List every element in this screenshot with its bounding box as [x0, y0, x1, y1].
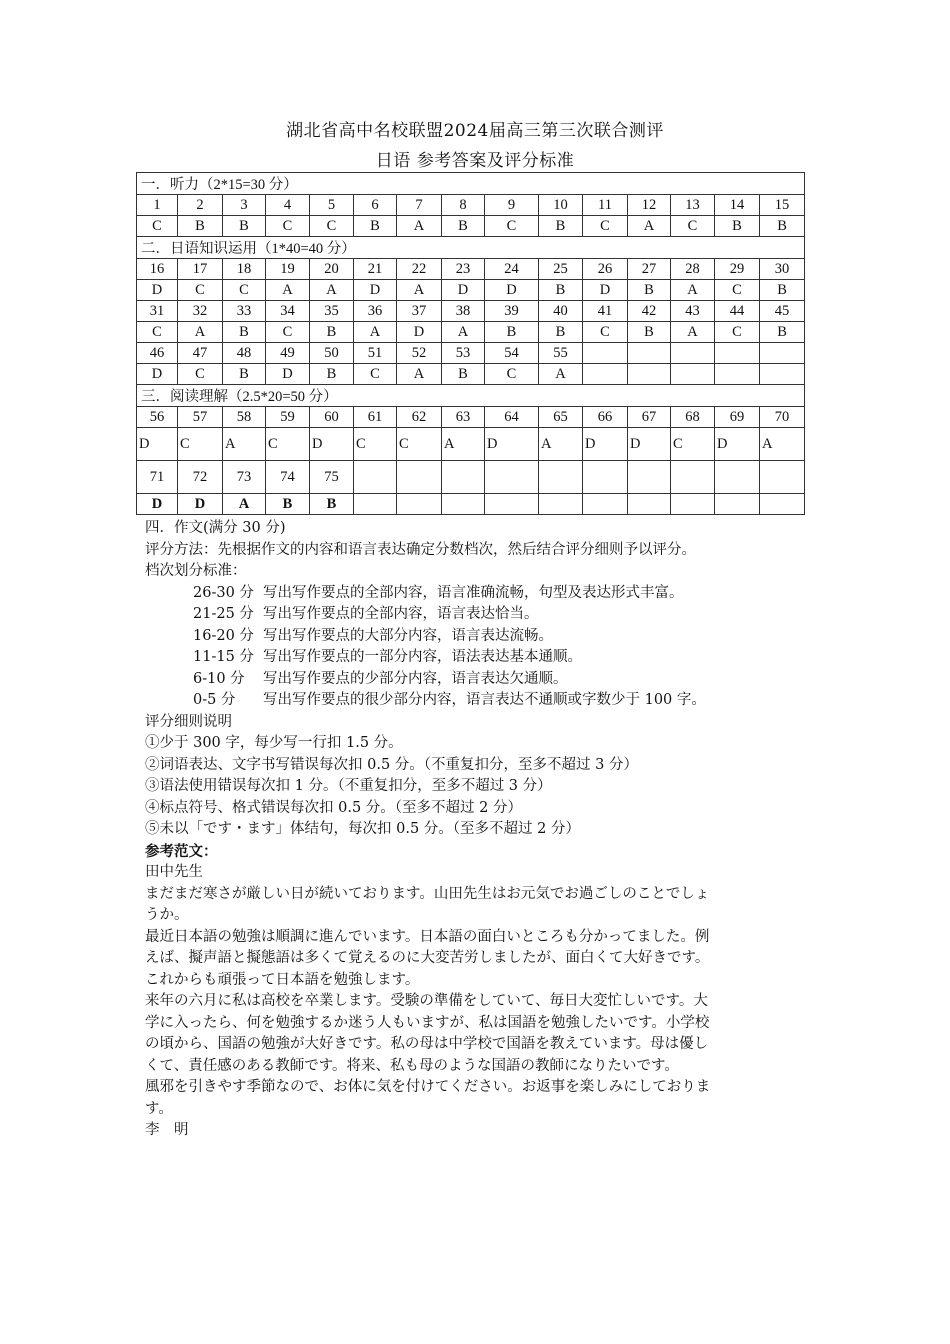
- question-number-cell: 69: [715, 407, 760, 428]
- answer-cell: A: [442, 428, 485, 461]
- question-number-cell: [485, 461, 539, 494]
- question-number-cell: 75: [310, 461, 354, 494]
- answer-cell: C: [137, 216, 178, 237]
- section-row: [137, 385, 805, 407]
- question-number-cell: 18: [223, 259, 266, 280]
- question-number-cell: 3: [223, 195, 266, 216]
- question-number-cell: 27: [628, 259, 671, 280]
- question-number-cell: 1: [137, 195, 178, 216]
- answer-row: [137, 428, 805, 461]
- score-range: 11-15 分: [193, 649, 254, 665]
- score-level: [145, 583, 810, 605]
- answer-row: [137, 494, 805, 515]
- score-range: 21-25 分: [193, 606, 254, 622]
- answer-cell: B: [442, 216, 485, 237]
- answer-row: [137, 322, 805, 343]
- sample-line: 風邪を引きやす季節なので、お体に気を付けてください。お返事を楽しみにしておりま: [145, 1079, 711, 1095]
- score-description: 写出写作要点的少部分内容，语言表达欠通顺。: [263, 670, 568, 687]
- question-number-cell: 52: [397, 343, 442, 364]
- sample-line: これからも頑張って日本語を勉強します。: [145, 971, 420, 988]
- answer-cell: [671, 364, 715, 385]
- answer-cell: D: [137, 280, 178, 301]
- answer-cell: [397, 494, 442, 515]
- essay-heading: 四．作文(满分 30 分): [145, 520, 286, 536]
- answer-cell: B: [266, 494, 310, 515]
- section-row: [137, 173, 805, 195]
- question-number-cell: 58: [223, 407, 266, 428]
- answer-cell: A: [539, 428, 583, 461]
- answer-cell: [628, 494, 671, 515]
- answer-cell: [671, 494, 715, 515]
- answer-cell: D: [310, 428, 354, 461]
- score-description: 写出写作要点的很少部分内容，语言表达不通顺或字数少于 100 字。: [263, 692, 706, 708]
- question-number-cell: 10: [539, 195, 583, 216]
- answer-cell: C: [397, 428, 442, 461]
- scoring-method: 评分方法：先根据作文的内容和语言表达确定分数档次，然后结合评分细则予以评分。: [145, 541, 696, 558]
- answer-cell: A: [354, 322, 397, 343]
- answer-cell: C: [671, 428, 715, 461]
- question-number-cell: [671, 343, 715, 364]
- score-levels: [145, 583, 810, 712]
- answer-cell: A: [266, 280, 310, 301]
- answer-table: [136, 172, 805, 515]
- answer-cell: B: [442, 364, 485, 385]
- answer-cell: [760, 364, 805, 385]
- question-number-cell: 35: [310, 301, 354, 322]
- score-level: [145, 669, 810, 691]
- question-number-cell: 42: [628, 301, 671, 322]
- answer-cell: A: [671, 280, 715, 301]
- answer-cell: A: [760, 428, 805, 461]
- answer-cell: A: [671, 322, 715, 343]
- answer-cell: B: [485, 322, 539, 343]
- question-number-cell: 53: [442, 343, 485, 364]
- answer-cell: A: [310, 280, 354, 301]
- score-range: 16-20 分: [193, 627, 254, 644]
- question-number-cell: 72: [178, 461, 223, 494]
- question-number-cell: 66: [583, 407, 628, 428]
- question-number-cell: 70: [760, 407, 805, 428]
- answer-cell: D: [442, 280, 485, 301]
- question-number-cell: 2: [178, 195, 223, 216]
- answer-cell: C: [485, 364, 539, 385]
- score-level: [145, 604, 810, 626]
- question-number-cell: 9: [485, 195, 539, 216]
- answer-cell: B: [628, 280, 671, 301]
- answer-cell: B: [223, 364, 266, 385]
- answer-cell: [539, 494, 583, 515]
- answer-cell: A: [539, 364, 583, 385]
- question-number-cell: 15: [760, 195, 805, 216]
- question-number-cell: 59: [266, 407, 310, 428]
- answer-cell: [354, 494, 397, 515]
- question-number-cell: 13: [671, 195, 715, 216]
- answer-cell: A: [223, 428, 266, 461]
- answer-cell: C: [583, 216, 628, 237]
- answer-cell: A: [397, 364, 442, 385]
- question-number-cell: 25: [539, 259, 583, 280]
- question-number-cell: 73: [223, 461, 266, 494]
- question-number-row: [137, 301, 805, 322]
- question-number-cell: 34: [266, 301, 310, 322]
- rules-heading: 评分细则说明: [145, 713, 232, 730]
- question-number-cell: 55: [539, 343, 583, 364]
- score-level: [145, 690, 810, 712]
- question-number-cell: 31: [137, 301, 178, 322]
- score-level: [145, 626, 810, 648]
- question-number-row: [137, 343, 805, 364]
- answer-cell: A: [397, 216, 442, 237]
- answer-cell: [715, 364, 760, 385]
- question-number-cell: 7: [397, 195, 442, 216]
- question-number-cell: 19: [266, 259, 310, 280]
- sample-line: うか。: [145, 907, 189, 923]
- page-subtitle: 日语 参考答案及评分标准: [375, 151, 575, 171]
- score-description: 写出写作要点的一部分内容，语法表达基本通顺。: [263, 649, 582, 665]
- answer-cell: C: [266, 216, 310, 237]
- question-number-cell: 41: [583, 301, 628, 322]
- page-title: 湖北省高中名校联盟2024届高三第三次联合测评: [286, 121, 664, 141]
- question-number-cell: 74: [266, 461, 310, 494]
- sample-line: 田中先生: [145, 864, 203, 880]
- question-number-cell: 63: [442, 407, 485, 428]
- question-number-cell: [715, 461, 760, 494]
- answer-cell: D: [397, 322, 442, 343]
- answer-cell: C: [137, 322, 178, 343]
- question-number-cell: 26: [583, 259, 628, 280]
- answer-cell: D: [178, 494, 223, 515]
- answer-cell: C: [266, 428, 310, 461]
- score-description: 写出写作要点的全部内容，语言准确流畅，句型及表达形式丰富。: [263, 584, 684, 601]
- question-number-cell: [628, 343, 671, 364]
- question-number-cell: 37: [397, 301, 442, 322]
- answer-cell: C: [715, 322, 760, 343]
- answer-cell: C: [485, 216, 539, 237]
- answer-cell: D: [583, 280, 628, 301]
- question-number-cell: 23: [442, 259, 485, 280]
- sample-line: えば、擬声語と擬態語は多くて覚えるのに大変苦労しましたが、面白くて大好きです。: [145, 950, 710, 966]
- question-number-cell: 45: [760, 301, 805, 322]
- question-number-cell: 48: [223, 343, 266, 364]
- question-number-cell: 64: [485, 407, 539, 428]
- question-number-cell: 71: [137, 461, 178, 494]
- answer-cell: B: [628, 322, 671, 343]
- answer-cell: D: [266, 364, 310, 385]
- answer-cell: C: [266, 322, 310, 343]
- answer-cell: B: [178, 216, 223, 237]
- scoring-rule: ②词语表达、文字书写错误每次扣 0.5 分。（不重复扣分，至多不超过 3 分）: [145, 756, 638, 773]
- answer-cell: B: [354, 216, 397, 237]
- answer-cell: C: [715, 280, 760, 301]
- question-number-cell: 67: [628, 407, 671, 428]
- section-title: 三．阅读理解（2.5*20=50 分）: [137, 385, 805, 407]
- answer-cell: D: [354, 280, 397, 301]
- question-number-cell: 36: [354, 301, 397, 322]
- answer-cell: D: [583, 428, 628, 461]
- question-number-cell: 22: [397, 259, 442, 280]
- section-row: [137, 237, 805, 259]
- question-number-cell: 54: [485, 343, 539, 364]
- answer-cell: C: [354, 364, 397, 385]
- question-number-cell: 14: [715, 195, 760, 216]
- answer-row: [137, 280, 805, 301]
- question-number-cell: 40: [539, 301, 583, 322]
- question-number-cell: 43: [671, 301, 715, 322]
- question-number-cell: 21: [354, 259, 397, 280]
- question-number-cell: [583, 343, 628, 364]
- question-number-cell: 49: [266, 343, 310, 364]
- question-number-cell: 29: [715, 259, 760, 280]
- answer-cell: B: [715, 216, 760, 237]
- sample-line: まだまだ寒さが厳しい日が続いております。山田先生はお元気でお過ごしのことでしょ: [145, 885, 710, 902]
- question-number-cell: [715, 343, 760, 364]
- scoring-rule: ①少于 300 字，每少写一行扣 1.5 分。: [145, 735, 403, 751]
- question-number-cell: 33: [223, 301, 266, 322]
- answer-cell: A: [628, 216, 671, 237]
- score-range: 26-30 分: [193, 584, 254, 601]
- score-level: [145, 647, 810, 669]
- answer-cell: [583, 494, 628, 515]
- question-number-cell: 11: [583, 195, 628, 216]
- question-number-cell: [671, 461, 715, 494]
- question-number-cell: [397, 461, 442, 494]
- score-description: 写出写作要点的全部内容，语言表达恰当。: [263, 606, 539, 622]
- question-number-cell: 30: [760, 259, 805, 280]
- sample-line: の頃から、国語の勉強が大好きです。私の母は中学校で国語を教えています。母は優し: [145, 1036, 709, 1052]
- answer-cell: B: [310, 322, 354, 343]
- question-number-cell: 17: [178, 259, 223, 280]
- answer-cell: B: [223, 322, 266, 343]
- question-number-cell: 28: [671, 259, 715, 280]
- answer-row: [137, 364, 805, 385]
- question-number-row: [137, 461, 805, 494]
- answer-cell: [485, 494, 539, 515]
- question-number-cell: 51: [354, 343, 397, 364]
- answer-cell: B: [539, 322, 583, 343]
- question-number-cell: 20: [310, 259, 354, 280]
- answer-cell: [583, 364, 628, 385]
- question-number-cell: 39: [485, 301, 539, 322]
- answer-cell: A: [223, 494, 266, 515]
- answer-row: [137, 216, 805, 237]
- question-number-cell: [760, 461, 805, 494]
- score-description: 写出写作要点的大部分内容，语言表达流畅。: [263, 627, 553, 644]
- answer-cell: A: [178, 322, 223, 343]
- answer-cell: D: [137, 364, 178, 385]
- answer-cell: B: [760, 280, 805, 301]
- answer-cell: [760, 494, 805, 515]
- levels-heading: 档次划分标准：: [145, 563, 247, 579]
- sample-essay: [145, 862, 810, 1142]
- answer-cell: C: [583, 322, 628, 343]
- answer-cell: [715, 494, 760, 515]
- question-number-cell: 47: [178, 343, 223, 364]
- question-number-cell: 12: [628, 195, 671, 216]
- question-number-cell: 24: [485, 259, 539, 280]
- sample-line: 最近日本語の勉強は順調に進んでいます。日本語の面白いところも分かってました。例: [145, 928, 710, 945]
- answer-cell: B: [310, 494, 354, 515]
- answer-cell: C: [178, 280, 223, 301]
- question-number-cell: 46: [137, 343, 178, 364]
- question-number-cell: 68: [671, 407, 715, 428]
- scoring-rule: ③语法使用错误每次扣 1 分。（不重复扣分，至多不超过 3 分）: [145, 778, 552, 794]
- answer-cell: B: [539, 216, 583, 237]
- answer-cell: D: [628, 428, 671, 461]
- answer-cell: C: [310, 216, 354, 237]
- score-range: 0-5 分: [193, 692, 236, 708]
- answer-cell: B: [310, 364, 354, 385]
- answer-cell: A: [442, 322, 485, 343]
- essay-section: [145, 518, 810, 1142]
- question-number-cell: 16: [137, 259, 178, 280]
- answer-cell: D: [485, 280, 539, 301]
- answer-cell: B: [539, 280, 583, 301]
- question-number-cell: 65: [539, 407, 583, 428]
- sample-line: 来年の六月に私は高校を卒業します。受験の準備をしていて、毎日大変忙しいです。大: [145, 993, 708, 1009]
- answer-cell: B: [223, 216, 266, 237]
- score-range: 6-10 分: [193, 670, 245, 687]
- sample-line: 学に入ったら、何を勉強するか迷う人もいますが、私は国語を勉強したいです。小学校: [145, 1014, 710, 1031]
- answer-cell: A: [397, 280, 442, 301]
- answer-cell: C: [178, 428, 223, 461]
- scoring-rule: ④标点符号、格式错误每次扣 0.5 分。（至多不超过 2 分）: [145, 799, 522, 816]
- question-number-cell: 44: [715, 301, 760, 322]
- answer-cell: C: [354, 428, 397, 461]
- question-number-cell: [583, 461, 628, 494]
- question-number-cell: 61: [354, 407, 397, 428]
- question-number-cell: 4: [266, 195, 310, 216]
- question-number-cell: 5: [310, 195, 354, 216]
- question-number-cell: 38: [442, 301, 485, 322]
- question-number-cell: 57: [178, 407, 223, 428]
- answer-cell: D: [715, 428, 760, 461]
- sample-line: 李 明: [145, 1122, 189, 1138]
- question-number-cell: 8: [442, 195, 485, 216]
- question-number-cell: 32: [178, 301, 223, 322]
- scoring-rule: ⑤未以「です・ます」体结句，每次扣 0.5 分。（至多不超过 2 分）: [145, 821, 580, 837]
- question-number-cell: 6: [354, 195, 397, 216]
- answer-cell: C: [178, 364, 223, 385]
- section-title: 一．听力（2*15=30 分）: [137, 173, 805, 195]
- question-number-cell: [442, 461, 485, 494]
- question-number-row: [137, 195, 805, 216]
- question-number-cell: [354, 461, 397, 494]
- question-number-cell: 62: [397, 407, 442, 428]
- question-number-row: [137, 407, 805, 428]
- answer-cell: D: [137, 428, 178, 461]
- question-number-cell: [628, 461, 671, 494]
- question-number-cell: [539, 461, 583, 494]
- sample-heading: 参考范文：: [145, 842, 218, 860]
- question-number-cell: 50: [310, 343, 354, 364]
- answer-cell: D: [485, 428, 539, 461]
- scoring-rules: [145, 733, 810, 841]
- sample-line: す。: [145, 1100, 173, 1117]
- answer-cell: [628, 364, 671, 385]
- question-number-row: [137, 259, 805, 280]
- answer-cell: B: [760, 216, 805, 237]
- question-number-cell: [760, 343, 805, 364]
- question-number-cell: 60: [310, 407, 354, 428]
- answer-cell: B: [760, 322, 805, 343]
- answer-cell: [442, 494, 485, 515]
- answer-cell: D: [137, 494, 178, 515]
- section-title: 二．日语知识运用（1*40=40 分）: [137, 237, 805, 259]
- answer-cell: C: [671, 216, 715, 237]
- sample-line: くて、責任感のある教師です。将来、私も母のような国語の教師になりたいです。: [145, 1057, 679, 1074]
- answer-cell: C: [223, 280, 266, 301]
- question-number-cell: 56: [137, 407, 178, 428]
